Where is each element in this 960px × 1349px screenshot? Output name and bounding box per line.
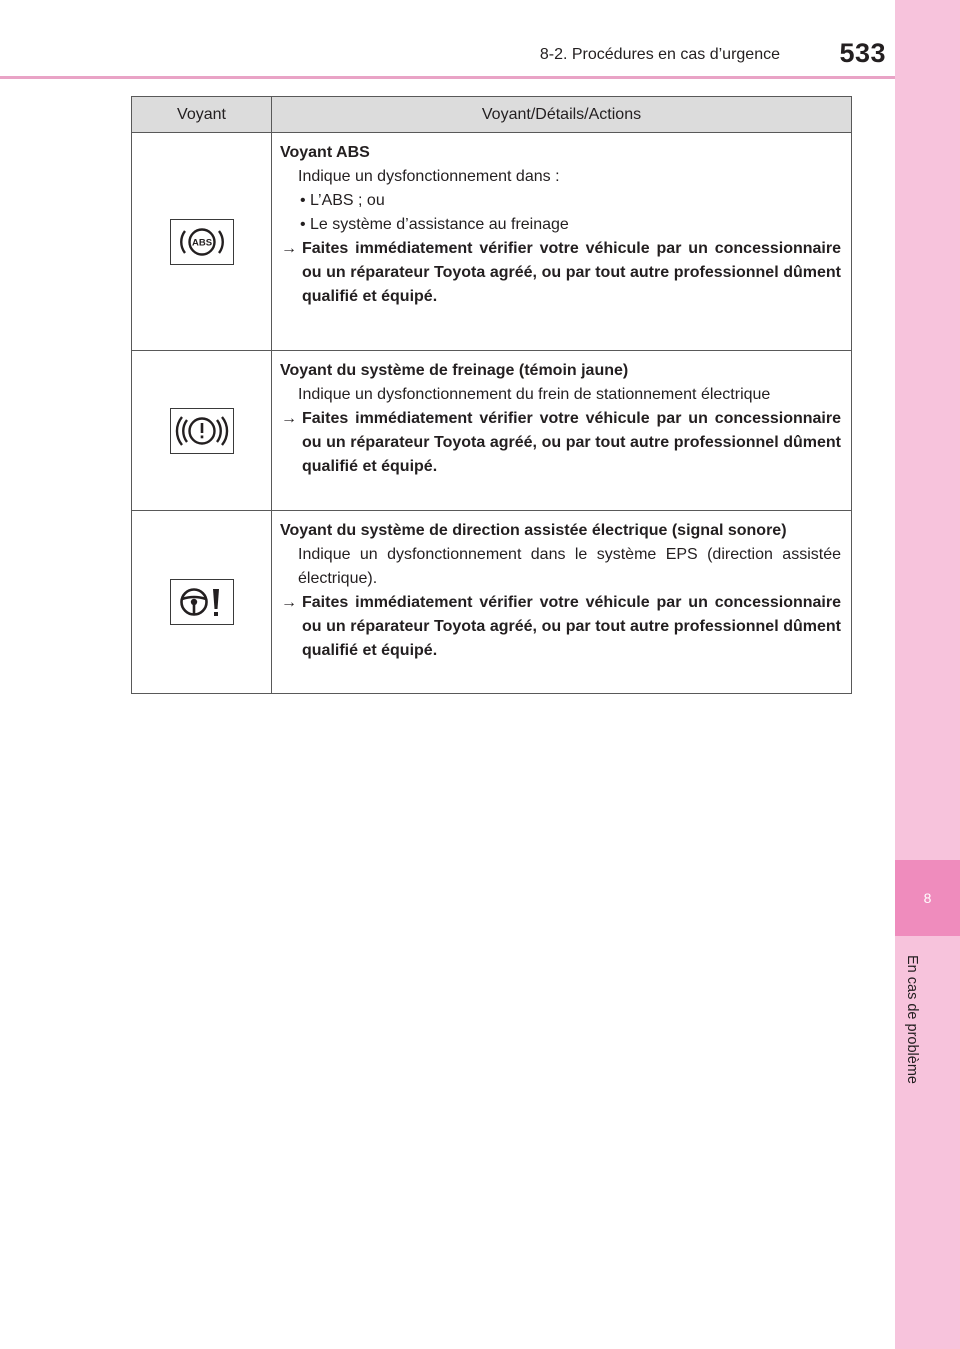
warning-action: [280, 237, 841, 309]
table-row: [132, 511, 852, 694]
warning-title: Voyant du système de direction assistée électrique (signal sonore): [280, 522, 787, 539]
warning-action: [280, 591, 841, 663]
icon-cell: [132, 511, 272, 694]
action-text: Faites immédiatement vérifier votre véhicule par un concessionnaire ou un réparateur Toyota agréé, ou par tout autre professionnel dûment qualifié et équipé.: [302, 240, 841, 305]
action-text: Faites immédiatement vérifier votre véhicule par un concessionnaire ou un réparateur Toyota agréé, ou par tout autre professionnel dûment qualifié et équipé.: [302, 594, 841, 659]
arrow-icon: →: [281, 594, 297, 611]
eps-warning-icon: [170, 579, 234, 625]
warning-description: Indique un dysfonctionnement dans :: [298, 168, 560, 185]
table-row: [132, 351, 852, 511]
chapter-number: 8: [923, 890, 932, 906]
abs-icon-text: ABS: [191, 237, 212, 248]
warning-lights-table: [131, 96, 852, 694]
warning-title: Voyant du système de freinage (témoin jaune): [280, 362, 629, 379]
warning-title: Voyant ABS: [280, 144, 370, 161]
page-number: 533: [839, 38, 886, 68]
arrow-icon: →: [281, 240, 297, 257]
table-row: [132, 133, 852, 351]
abs-warning-icon: [170, 219, 234, 265]
table-header-row: [132, 97, 852, 133]
action-text: Faites immédiatement vérifier votre véhicule par un concessionnaire ou un réparateur Toyota agréé, ou par tout autre professionnel dûment qualifié et équipé.: [302, 410, 841, 475]
warning-description: Indique un dysfonctionnement du frein de stationnement électrique: [298, 386, 771, 403]
description-cell: [272, 511, 852, 694]
description-cell: [272, 133, 852, 351]
column-header-details: Voyant/Détails/Actions: [272, 97, 852, 133]
column-header-voyant: Voyant: [132, 97, 272, 133]
side-tab: [895, 0, 960, 1349]
description-cell: [272, 351, 852, 511]
icon-cell: [132, 351, 272, 511]
brake-system-warning-icon: [170, 408, 234, 454]
arrow-icon: →: [281, 410, 297, 427]
warning-action: [280, 407, 841, 479]
section-title: 8-2. Procédures en cas d’urgence: [539, 46, 780, 63]
bullet-item: • L’ABS ; ou: [280, 189, 841, 213]
chapter-tab[interactable]: [895, 860, 960, 936]
icon-cell: [132, 133, 272, 351]
chapter-title: En cas de problème: [904, 955, 920, 1084]
header-divider: [0, 76, 895, 79]
warning-description: Indique un dysfonctionnement dans le système EPS (direction assistée électrique).: [298, 546, 841, 587]
bullet-item: • Le système d’assistance au freinage: [280, 213, 841, 237]
